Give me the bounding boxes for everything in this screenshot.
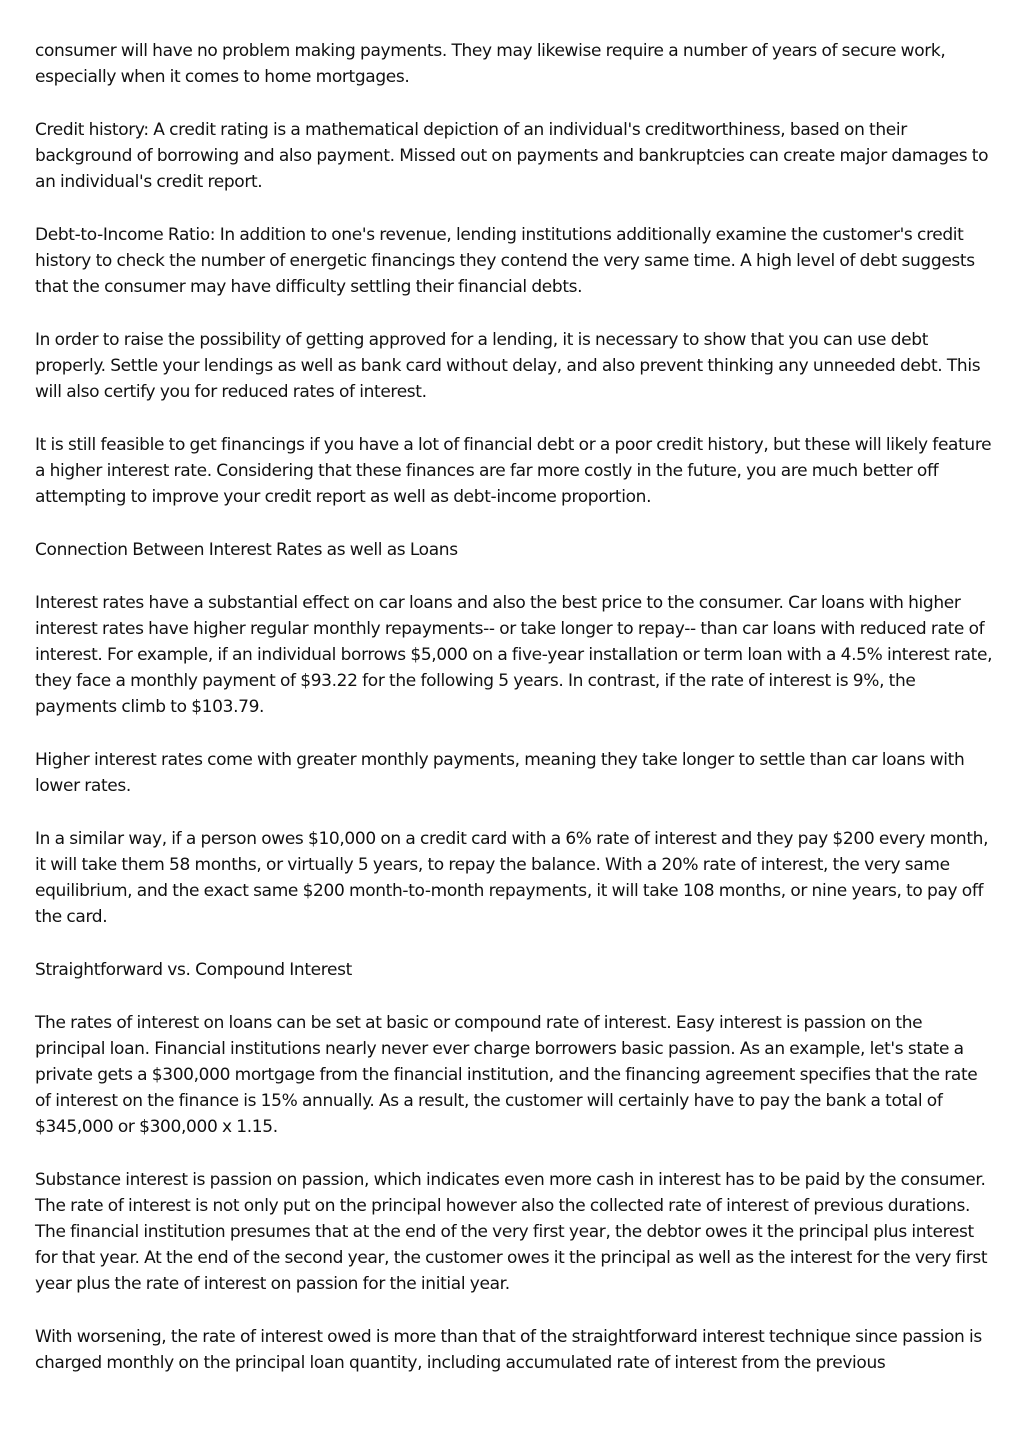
paragraph-credit-card-example: In a similar way, if a person owes $10,000 on a credit card with a 6% rate of interest and they pay $200 every month, it will take them 58 months, or virtually 5 years, to repay the balance. With a 20% rate of interest, the very same equilibrium, and the exact same $200 month-to-month repayments, it will take 108 months, or nine years, to pay off the card. <box>35 829 989 927</box>
paragraph-compound-interest: Substance interest is passion on passion, which indicates even more cash in interest has to be paid by the consumer. The rate of interest is not only put on the principal however also the collected rate of interest of previous durations. The financial institution presumes that at the end of the very first year, the debtor owes it the principal plus interest for that year. At the end of the second year, the customer owes it the principal as well as the interest for the very first year plus the rate of interest on passion for the initial year. <box>35 1170 988 1294</box>
paragraph-approval-tips: In order to raise the possibility of getting approved for a lending, it is necessary to show that you can use debt properly. Settle your lendings as well as bank card without delay, and also prevent thinking any unneeded debt. This will also certify you for reduced rates of interest. <box>35 330 981 402</box>
paragraph-income-stability: consumer will have no problem making payments. They may likewise require a number of years of secure work, especially when it comes to home mortgages. <box>35 41 946 87</box>
paragraph-higher-rate-loans: It is still feasible to get financings if you have a lot of financial debt or a poor credit history, but these will likely feature a higher interest rate. Considering that these finances are far more costly in the future, you are much better off attempting to improve your credit report as well as debt-income proportion. <box>35 435 992 507</box>
section-heading-simple-vs-compound: Straightforward vs. Compound Interest <box>35 960 352 980</box>
paragraph-compounding-comparison: With worsening, the rate of interest owed is more than that of the straightforward interest technique since passion is charged monthly on the principal loan quantity, including accumulated rate of interest from the previous <box>35 1327 982 1373</box>
section-heading-rates-and-loans: Connection Between Interest Rates as well as Loans <box>35 540 458 560</box>
paragraph-higher-payments: Higher interest rates come with greater monthly payments, meaning they take longer to settle than car loans with lower rates. <box>35 750 965 796</box>
paragraph-credit-history: Credit history: A credit rating is a mathematical depiction of an individual's creditworthiness, based on their background of borrowing and also payment. Missed out on payments and bankruptcies can create major damages to an individual's credit report. <box>35 120 989 192</box>
paragraph-debt-to-income: Debt-to-Income Ratio: In addition to one's revenue, lending institutions additionally examine the customer's credit history to check the number of energetic financings they contend the very same time. A high level of debt suggests that the consumer may have difficulty settling their financial debts. <box>35 225 975 297</box>
paragraph-rate-effects: Interest rates have a substantial effect on car loans and also the best price to the consumer. Car loans with higher interest rates have higher regular monthly repayments-- or take longer to repay-- than car loans with reduced rate of interest. For example, if an individual borrows $5,000 on a five-year installation or term loan with a 4.5% interest rate, they face a monthly payment of $93.22 for the following 5 years. In contrast, if the rate of interest is 9%, the payments climb to $103.79. <box>35 593 993 717</box>
paragraph-simple-interest: The rates of interest on loans can be set at basic or compound rate of interest. Easy interest is passion on the principal loan. Financial institutions nearly never ever charge borrowers basic passion. As an example, let's state a private gets a $300,000 mortgage from the financial institution, and the financing agreement specifies that the rate of interest on the finance is 15% annually. As a result, the customer will certainly have to pay the bank a total of $345,000 or $300,000 x 1.15. <box>35 1013 978 1137</box>
document-body <box>35 38 993 1403</box>
